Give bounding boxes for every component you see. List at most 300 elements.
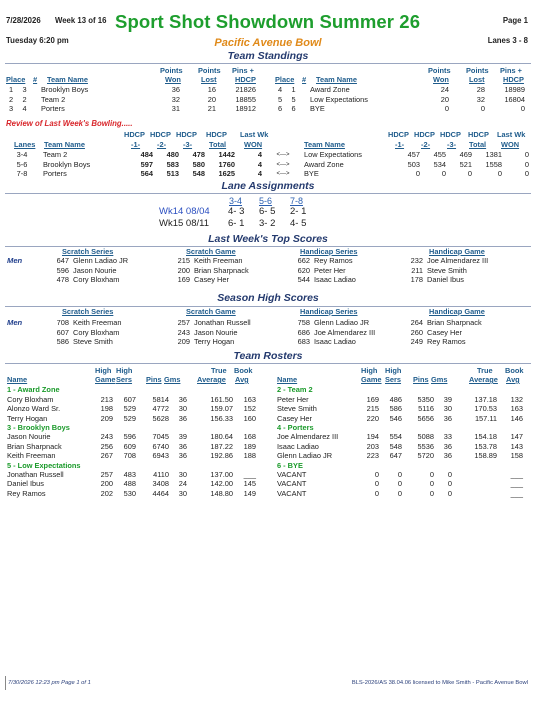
lane-pair-label: 3-4	[229, 196, 243, 206]
cell: 30	[178, 488, 187, 498]
score-row	[52, 319, 513, 328]
player-row	[277, 433, 523, 442]
cell: 21	[207, 104, 216, 114]
cell: 159.07	[210, 404, 233, 414]
cell: 30	[178, 469, 187, 479]
lane-matchup: 4- 3	[228, 206, 245, 217]
team-name: 3 - Brooklyn Boys	[7, 423, 70, 432]
review-row	[6, 170, 529, 179]
cell: 249	[410, 337, 423, 347]
cell: 200	[177, 265, 190, 275]
score-row	[52, 338, 513, 347]
lanes-range: Lanes 3 - 8	[487, 36, 528, 45]
review-row	[6, 151, 529, 160]
cell: 480	[166, 150, 179, 160]
player-row	[7, 480, 256, 489]
cell: BYE	[304, 169, 319, 179]
cell: 0	[524, 150, 529, 160]
cell: 18912	[235, 104, 256, 114]
cell: 4	[257, 150, 262, 160]
cell: 36	[443, 413, 452, 423]
cell: 4464	[152, 488, 169, 498]
cell: 0	[447, 488, 452, 498]
cell: 232	[410, 256, 423, 266]
cell: 0	[524, 169, 529, 179]
col-label: WON	[244, 140, 263, 149]
col-label: Pins	[146, 375, 162, 384]
cell: 620	[297, 265, 310, 275]
cell: 455	[433, 150, 446, 160]
cell: Rey Ramos	[7, 488, 46, 498]
lane-pair-label: 7-8	[290, 196, 304, 206]
col-label: High	[95, 366, 112, 375]
cell: 32	[171, 94, 180, 104]
cell: 36	[443, 441, 452, 451]
standings-row	[275, 86, 525, 95]
cell: 488	[123, 479, 136, 489]
cell	[452, 480, 497, 489]
standings-right-table	[275, 86, 525, 114]
cell: 0	[374, 479, 379, 489]
team-name: 4 - Porters	[277, 423, 314, 432]
cell: 586	[389, 404, 402, 414]
cell: 161.50	[210, 394, 233, 404]
cell: 209	[100, 413, 113, 423]
cell: 169	[177, 275, 190, 285]
cell: Brian Sharpnack	[7, 441, 62, 451]
cell: 152	[243, 404, 256, 414]
lane-matchup: 6- 5	[259, 206, 276, 217]
player-row	[7, 452, 256, 461]
cell: 153.78	[474, 441, 497, 451]
cell: Steve Smith	[277, 404, 317, 414]
cell: 187.22	[210, 441, 233, 451]
cell: 223	[366, 451, 379, 461]
cell: 1760	[218, 159, 235, 169]
col-label: True	[477, 366, 493, 375]
cell: Porters	[41, 104, 65, 114]
cell: Daniel Ibus	[427, 275, 464, 285]
cell: 486	[389, 394, 402, 404]
footer-marker	[5, 676, 6, 690]
cell: 16	[207, 85, 216, 95]
cell: Team 2	[43, 150, 68, 160]
col-label: Book	[234, 366, 253, 375]
col-label: Game	[361, 375, 382, 384]
cell: <--->	[276, 171, 290, 178]
cell: 213	[100, 394, 113, 404]
week-indicator: Week 13 of 16	[55, 16, 107, 25]
player-row	[277, 405, 523, 414]
col-label: Lanes	[14, 140, 36, 149]
cell: 32	[476, 94, 485, 104]
col-label: Points	[160, 66, 183, 75]
cell: 564	[140, 169, 153, 179]
cell: 142.00	[210, 479, 233, 489]
cell: 469	[459, 150, 472, 160]
lane-week: Wk15 08/11	[159, 218, 209, 229]
cell: 0	[524, 159, 529, 169]
cell: 5-6	[16, 159, 28, 169]
cell: 137.18	[474, 394, 497, 404]
cell: 530	[123, 488, 136, 498]
cell: 647	[56, 256, 69, 266]
cell: 215	[177, 256, 190, 266]
cell: 156.33	[210, 413, 233, 423]
cell: 1381	[485, 150, 502, 160]
player-row	[7, 433, 256, 442]
cell: Casey Her	[194, 275, 229, 285]
score-row	[52, 276, 513, 285]
cell: 0	[444, 104, 449, 114]
cell: 5536	[417, 441, 434, 451]
player-row	[277, 414, 523, 423]
roster-team-row	[277, 386, 523, 395]
lane-matchup: 6- 1	[228, 218, 245, 229]
cell: 36	[178, 451, 187, 461]
col-label: Average	[197, 375, 226, 384]
col-label: Avg	[235, 375, 249, 384]
col-label: HDCP	[503, 75, 524, 84]
cell: 708	[56, 318, 69, 328]
team-name: 6 - BYE	[277, 460, 303, 470]
cell: 188	[243, 451, 256, 461]
col-label: Handicap Series	[300, 247, 358, 256]
cell: 3	[22, 85, 27, 95]
cell: 18855	[235, 94, 256, 104]
cell: 4110	[153, 469, 169, 479]
division-label: Men	[7, 256, 23, 265]
col-label: High	[116, 366, 133, 375]
cell: <--->	[276, 161, 290, 168]
cell: 544	[297, 275, 310, 285]
col-label: Pins +	[232, 66, 254, 75]
cell: VACANT	[277, 479, 307, 489]
col-label: Team Name	[47, 75, 88, 84]
col-label: High	[361, 366, 378, 375]
cell: 7045	[152, 432, 169, 442]
col-label: Average	[469, 375, 498, 384]
cell: 36	[178, 413, 187, 423]
review-table	[6, 151, 529, 179]
cell: 5814	[152, 394, 169, 404]
col-label: Name	[277, 375, 298, 384]
col-label: Won	[433, 75, 449, 84]
cell: 202	[100, 488, 113, 498]
cell: 4	[22, 104, 27, 114]
cell: Steve Smith	[427, 265, 467, 275]
roster-right-table	[277, 386, 523, 499]
cell: 36	[178, 394, 187, 404]
cell: Keith Freeman	[73, 318, 122, 328]
cell: Brian Sharpnack	[427, 318, 482, 328]
season-high-table	[52, 319, 513, 347]
cell: 0	[447, 479, 452, 489]
cell: 36	[178, 441, 187, 451]
col-label: HDCP	[150, 130, 171, 139]
cell: 178	[410, 275, 423, 285]
cell: Terry Hogan	[194, 337, 235, 347]
col-label: #	[302, 75, 307, 84]
lane-matchup: 2- 1	[290, 206, 307, 217]
cell: 586	[56, 337, 69, 347]
cell: 0	[429, 488, 434, 498]
cell: 5116	[418, 404, 434, 414]
cell: 257	[177, 318, 190, 328]
cell: 170.53	[474, 404, 497, 414]
cell: 200	[100, 479, 113, 489]
cell: 1	[291, 85, 296, 95]
cell: 31	[171, 104, 180, 114]
cell: Brooklyn Boys	[41, 85, 89, 95]
cell: Glenn Ladiao JR	[277, 451, 333, 461]
col-label: Handicap Series	[300, 307, 358, 316]
cell: 0	[480, 104, 485, 114]
cell: 20	[207, 94, 216, 104]
cell: Low Expectations	[304, 150, 362, 160]
col-label: #	[33, 75, 38, 84]
cell: 0	[397, 469, 402, 479]
cell: Terry Hogan	[7, 413, 48, 423]
cell: Team 2	[41, 94, 66, 104]
cell: 160	[243, 413, 256, 423]
cell: 192.86	[210, 451, 233, 461]
lane-pair-label: 5-6	[259, 196, 273, 206]
rosters-heading: Team Rosters	[233, 350, 303, 362]
cell: 18989	[504, 85, 525, 95]
col-label: HDCP	[468, 130, 489, 139]
cell: 1442	[218, 150, 235, 160]
standings-row	[275, 105, 525, 114]
col-label: Team Name	[304, 140, 345, 149]
cell: Isaac Ladiao	[314, 337, 356, 347]
cell: Keith Freeman	[7, 451, 56, 461]
cell: Jason Nourie	[194, 327, 238, 337]
col-label: Pins	[413, 375, 429, 384]
col-label: Lost	[469, 75, 485, 84]
divider	[5, 63, 531, 64]
session-day-time: Tuesday 6:20 pm	[6, 36, 69, 45]
cell: 243	[100, 432, 113, 442]
col-label: HDCP	[414, 130, 435, 139]
cell: Joe Almendarez III	[277, 432, 339, 442]
cell: 1558	[485, 159, 502, 169]
standings-left-table	[6, 86, 256, 114]
player-row	[7, 489, 256, 498]
col-label: Sers	[385, 375, 402, 384]
cell: 154.18	[474, 432, 497, 442]
col-label: Place	[275, 75, 295, 84]
cell: 597	[140, 159, 153, 169]
lane-matchup: 3- 2	[259, 218, 276, 229]
cell: ___	[510, 479, 523, 489]
cell: 647	[389, 451, 402, 461]
col-label: Gms	[431, 375, 448, 384]
player-row	[7, 405, 256, 414]
cell: Low Expectations	[310, 94, 368, 104]
cell: 39	[178, 432, 187, 442]
score-row	[52, 257, 513, 266]
cell: 686	[297, 327, 310, 337]
cell: 0	[374, 488, 379, 498]
cell: 243	[177, 327, 190, 337]
cell: 24	[178, 479, 187, 489]
team-name: 2 - Team 2	[277, 385, 313, 395]
col-label: Last Wk	[240, 130, 269, 139]
cell: 7-8	[16, 169, 28, 179]
cell: 146	[510, 413, 523, 423]
cell: Cory Bloxham	[73, 275, 120, 285]
cell: 21826	[235, 85, 256, 95]
standings-heading: Team Standings	[227, 50, 309, 62]
cell: VACANT	[277, 488, 307, 498]
cell: 145	[243, 479, 256, 489]
col-label: Points	[466, 66, 489, 75]
cell: Joe Almendarez III	[314, 327, 376, 337]
col-label: HDCP	[176, 130, 197, 139]
player-row	[277, 452, 523, 461]
cell: 596	[123, 432, 136, 442]
cell: 5720	[417, 451, 434, 461]
col-label: -2-	[157, 140, 167, 149]
cell: 6943	[152, 451, 169, 461]
cell: Joe Almendarez III	[427, 256, 489, 266]
cell: Rey Ramos	[314, 256, 353, 266]
col-label: Handicap Game	[429, 307, 485, 316]
col-label: True	[211, 366, 227, 375]
col-label: HDCP	[235, 75, 256, 84]
cell: 267	[100, 451, 113, 461]
cell: 36	[443, 451, 452, 461]
cell: 149	[243, 488, 256, 498]
cell: 180.64	[210, 432, 233, 442]
col-label: Pins +	[500, 66, 522, 75]
cell: Alonzo Ward Sr.	[7, 404, 61, 414]
cell: 0	[447, 469, 452, 479]
cell: 5	[277, 94, 283, 104]
footer-printed: 7/30/2026 12:23 pm Page 1 of 1	[8, 680, 91, 686]
cell: 169	[366, 394, 379, 404]
col-label: -3-	[447, 140, 457, 149]
cell: ___	[510, 469, 523, 479]
col-label: HDCP	[440, 130, 461, 139]
lane-matchup: 4- 5	[290, 218, 307, 229]
cell: 5656	[417, 413, 434, 423]
cell: 203	[366, 441, 379, 451]
cell: 529	[123, 404, 136, 414]
report-date: 7/28/2026	[6, 16, 41, 25]
cell: 30	[443, 404, 452, 414]
col-label: Book	[505, 366, 524, 375]
cell: 2	[8, 94, 14, 104]
cell: 3-4	[16, 150, 28, 160]
cell: 548	[192, 169, 205, 179]
cell: Rey Ramos	[427, 337, 466, 347]
cell: Casey Her	[277, 413, 312, 423]
cell: 583	[166, 159, 179, 169]
division-label: Men	[7, 318, 23, 327]
col-label: Scratch Series	[62, 307, 114, 316]
cell: 609	[123, 441, 136, 451]
team-name: 1 - Award Zone	[7, 385, 60, 395]
cell: 1625	[218, 169, 235, 179]
cell: 607	[123, 394, 136, 404]
cell: 5350	[417, 394, 434, 404]
cell: 24	[440, 85, 449, 95]
cell: 0	[441, 169, 446, 179]
divider	[5, 193, 531, 194]
cell: 483	[123, 469, 136, 479]
col-label: Total	[209, 140, 227, 149]
col-label: Game	[95, 375, 116, 384]
cell: 0	[397, 488, 402, 498]
cell: Steve Smith	[73, 337, 113, 347]
cell: 546	[389, 413, 402, 423]
col-label: WON	[501, 140, 520, 149]
lane-assignments-heading: Lane Assignments	[221, 180, 315, 192]
cell: Jonathan Russell	[194, 318, 251, 328]
cell: Isaac Ladiao	[277, 441, 319, 451]
cell: VACANT	[277, 469, 307, 479]
cell: 4	[257, 169, 262, 179]
cell: 457	[407, 150, 420, 160]
cell: 534	[433, 159, 446, 169]
cell: 0	[429, 469, 434, 479]
cell: Casey Her	[427, 327, 462, 337]
cell: Glenn Ladiao JR	[314, 318, 370, 328]
col-label: HDCP	[206, 130, 227, 139]
col-label: Place	[6, 75, 26, 84]
cell: Jason Nourie	[7, 432, 51, 442]
cell: Daniel Ibus	[7, 479, 44, 489]
cell: 264	[410, 318, 423, 328]
cell: 5088	[417, 432, 434, 442]
cell: 513	[166, 169, 179, 179]
cell: 0	[374, 469, 379, 479]
cell: Glenn Ladiao JR	[73, 256, 129, 266]
cell: 20	[440, 94, 449, 104]
col-label: Scratch Game	[186, 247, 236, 256]
cell: 607	[56, 327, 69, 337]
cell: 484	[140, 150, 153, 160]
col-label: Points	[428, 66, 451, 75]
cell: 256	[100, 441, 113, 451]
cell: 257	[100, 469, 113, 479]
cell: Isaac Ladiao	[314, 275, 356, 285]
col-label: -1-	[131, 140, 141, 149]
cell: 33	[443, 432, 452, 442]
col-label: -2-	[421, 140, 431, 149]
page-number: Page 1	[502, 16, 528, 25]
cell: Jonathan Russell	[7, 469, 64, 479]
cell: Keith Freeman	[194, 256, 243, 266]
cell: 137.00	[210, 469, 233, 479]
season-high-heading: Season High Scores	[217, 292, 319, 304]
cell: 758	[297, 318, 310, 328]
cell: 0	[429, 479, 434, 489]
col-label: Team Name	[316, 75, 357, 84]
cell	[452, 471, 497, 480]
cell: 478	[56, 275, 69, 285]
cell: 554	[389, 432, 402, 442]
cell: 158.89	[474, 451, 497, 461]
col-label: Scratch Game	[186, 307, 236, 316]
cell: 194	[366, 432, 379, 442]
cell: BYE	[310, 104, 325, 114]
cell: 6740	[152, 441, 169, 451]
col-label: -3-	[183, 140, 193, 149]
cell: 4772	[152, 404, 169, 414]
